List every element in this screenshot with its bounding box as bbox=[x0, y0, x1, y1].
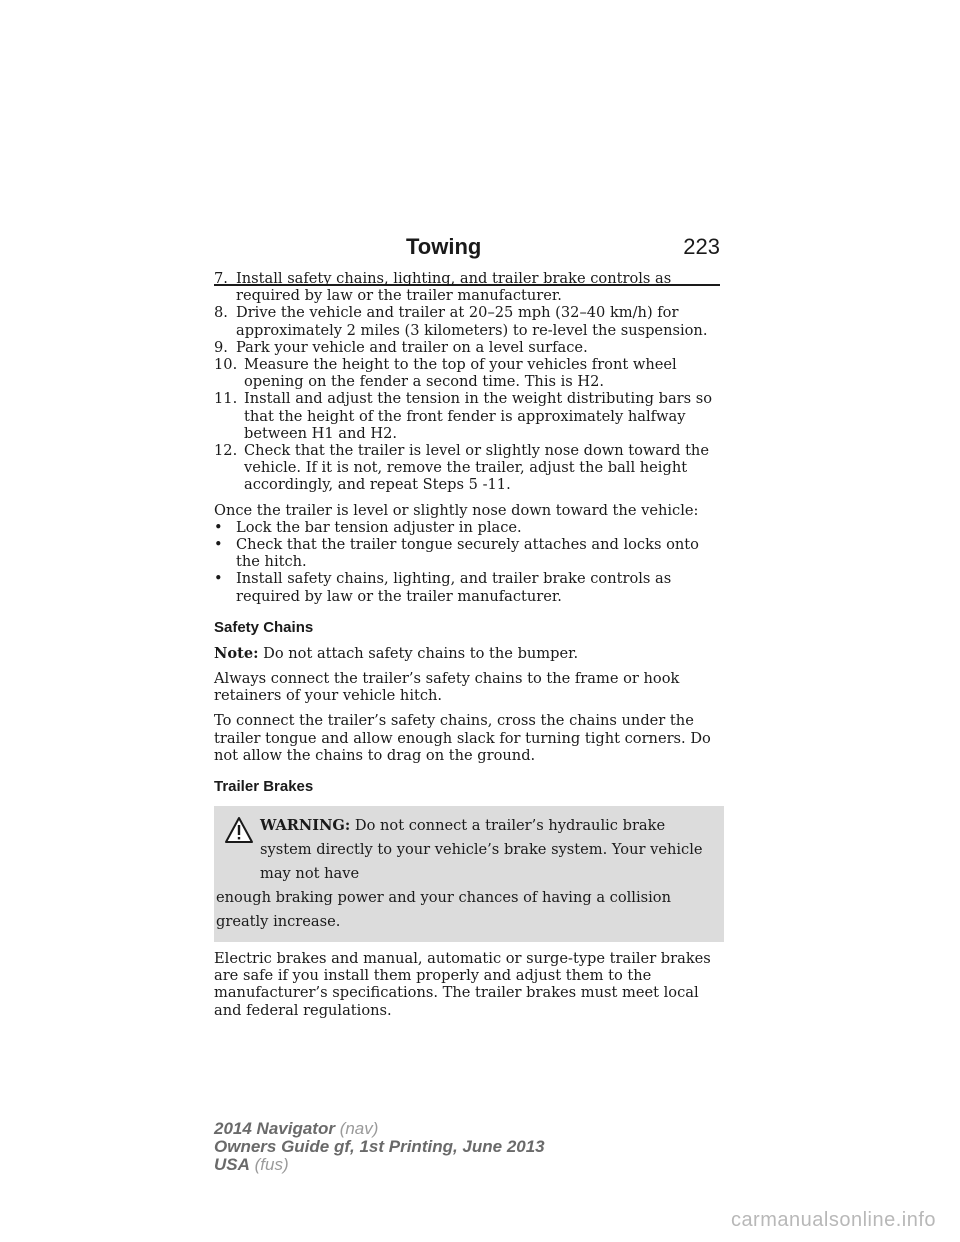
step-text: Install and adjust the tension in the weight distributing bars so that the height of the front fender is approximately halfway between H1 and H2. bbox=[244, 390, 713, 442]
step-number: 11. bbox=[214, 390, 238, 408]
warning-box bbox=[214, 806, 724, 942]
bullet-text: Install safety chains, lighting, and trailer brake controls as required by law or the trailer manufacturer. bbox=[236, 570, 672, 605]
section-title: Towing bbox=[406, 234, 482, 259]
step-number: 8. bbox=[214, 304, 228, 322]
footer-model-code: (nav) bbox=[339, 1119, 379, 1138]
note-paragraph bbox=[214, 645, 724, 662]
bullet-text: Lock the bar tension adjuster in place. bbox=[236, 518, 522, 536]
bullet-icon: • bbox=[214, 570, 223, 588]
step-number: 12. bbox=[214, 442, 238, 460]
step-number: 9. bbox=[214, 338, 228, 356]
list-item bbox=[214, 339, 724, 356]
warning-triangle-icon bbox=[224, 816, 254, 844]
list-item bbox=[214, 570, 724, 604]
bullet-icon: • bbox=[214, 518, 223, 536]
warning-label: WARNING: bbox=[260, 817, 351, 835]
trailer-brakes-paragraph: Electric brakes and manual, automatic or surge-type trailer brakes are safe if you install them properly and adjust them to the manufacturer’s specifications. The trailer brakes must meet local and federal regulations. bbox=[214, 950, 711, 1019]
safety-chains-heading: Safety Chains bbox=[214, 618, 314, 636]
footer-market: USA bbox=[214, 1155, 250, 1174]
note-text: Do not attach safety chains to the bumper. bbox=[263, 644, 579, 662]
bullet-list bbox=[214, 519, 724, 605]
note-label: Note: bbox=[214, 644, 259, 662]
safety-chains-paragraph-1: Always connect the trailer’s safety chains to the frame or hook retainers of your vehicle hitch. bbox=[214, 670, 680, 705]
page-footer bbox=[214, 1120, 545, 1174]
trailer-brakes-heading: Trailer Brakes bbox=[214, 778, 314, 796]
step-text: Check that the trailer is level or slightly nose down toward the vehicle. If it is not, remove the trailer, adjust the ball height accordingly, and repeat Steps 5 -11. bbox=[244, 442, 709, 494]
watermark: carmanualsonline.info bbox=[730, 1209, 936, 1231]
step-number: 10. bbox=[214, 356, 238, 374]
list-item bbox=[214, 390, 724, 442]
warning-text: Do not connect a trailer’s hydraulic brake system directly to your vehicle’s brake system. Your vehicle may not have bbox=[260, 817, 703, 883]
step-text: Park your vehicle and trailer on a level surface. bbox=[236, 338, 588, 356]
list-item bbox=[214, 519, 724, 536]
step-text: Drive the vehicle and trailer at 20–25 mph (32–40 km/h) for approximately 2 miles (3 kilometers) to re-level the suspension. bbox=[236, 304, 708, 339]
warning-text-first bbox=[214, 814, 718, 886]
intro-paragraph: Once the trailer is level or slightly nose down toward the vehicle: bbox=[214, 501, 699, 519]
list-item bbox=[214, 356, 724, 390]
footer-model: 2014 Navigator bbox=[214, 1119, 335, 1138]
steps-list bbox=[214, 270, 724, 494]
list-item bbox=[214, 536, 724, 570]
bullet-text: Check that the trailer tongue securely attaches and locks onto the hitch. bbox=[236, 536, 699, 571]
page-content bbox=[214, 270, 724, 1019]
step-number: 7. bbox=[214, 270, 228, 287]
safety-chains-paragraph-2: To connect the trailer’s safety chains, cross the chains under the trailer tongue and allow enough slack for turning tight corners. Do not allow the chains to drag on the ground. bbox=[214, 712, 711, 764]
footer-market-code: (fus) bbox=[254, 1155, 289, 1174]
bullet-icon: • bbox=[214, 536, 223, 554]
footer-guide: Owners Guide gf, 1st Printing, June 2013 bbox=[214, 1137, 545, 1156]
warning-text-rest: enough braking power and your chances of having a collision greatly increase. bbox=[216, 889, 671, 931]
step-text: Measure the height to the top of your vehicles front wheel opening on the fender a second time. This is H2. bbox=[244, 356, 677, 391]
list-item bbox=[214, 442, 724, 494]
list-item bbox=[214, 304, 724, 338]
list-item bbox=[214, 270, 724, 304]
step-text: Install safety chains, lighting, and trailer brake controls as required by law or the trailer manufacturer. bbox=[236, 270, 672, 305]
page-number: 223 bbox=[683, 234, 720, 259]
